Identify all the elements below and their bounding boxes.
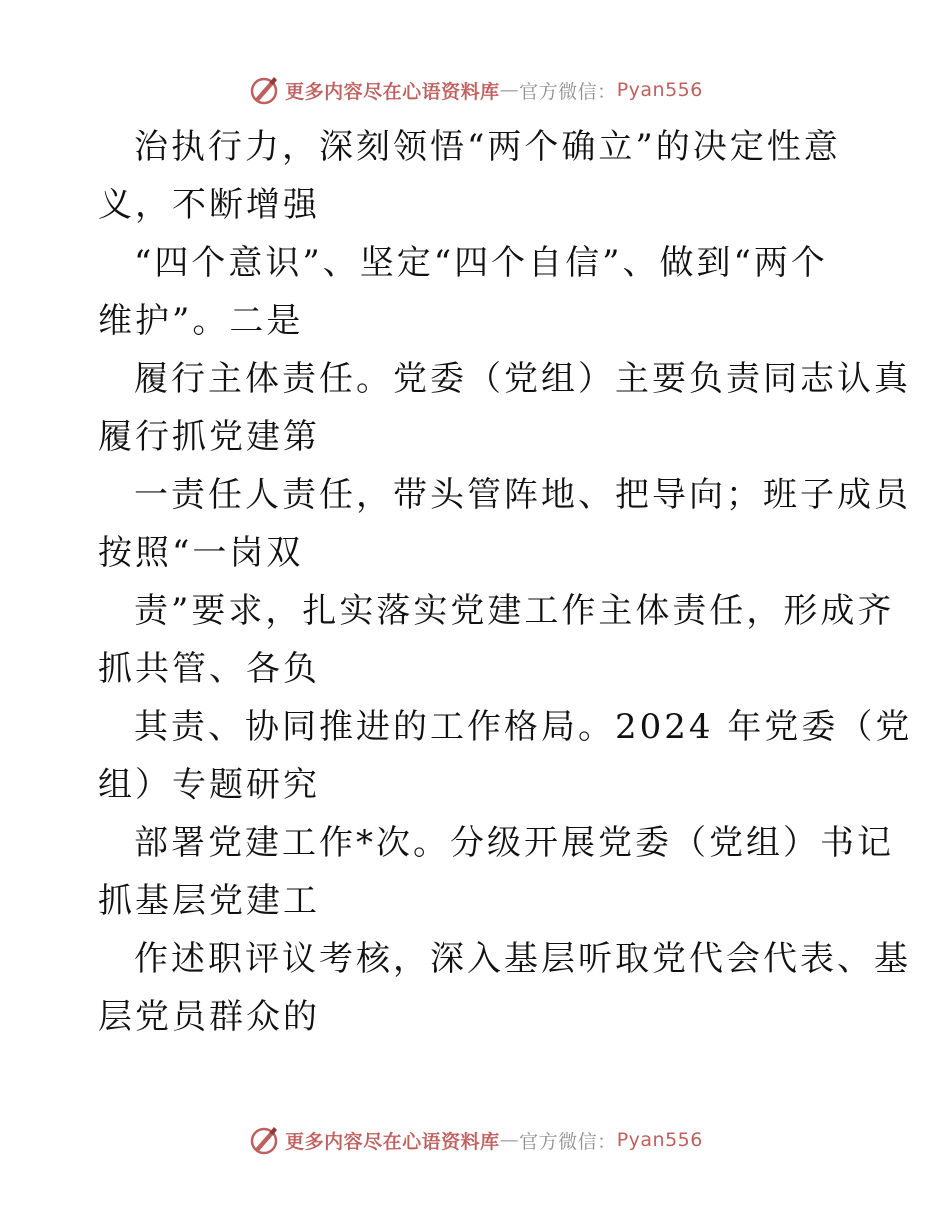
- paragraph-line: 部署党建工作*次。分级开展党委（党组）书记: [134, 823, 894, 863]
- paragraph-line: 组）专题研究: [98, 765, 320, 805]
- paragraph: [98, 698, 913, 814]
- watermark-dash: —: [499, 79, 520, 101]
- paragraph-line: 抓共管、各负: [98, 649, 320, 689]
- watermark-brand: 更多内容尽在心语资料库: [285, 80, 500, 103]
- paragraph: [98, 930, 911, 1046]
- watermark-official-label: 官方微信：: [519, 80, 617, 103]
- paragraph-line: 其责、协同推进的工作格局。2024 年党委（党: [134, 707, 913, 747]
- paragraph-line: 抓基层党建工: [98, 881, 320, 921]
- paragraph-line: “四个意识”、坚定“四个自信”、做到“两个: [134, 243, 828, 283]
- document-body: [98, 118, 913, 1046]
- paragraph-line: 治执行力，深刻领悟“两个确立”的决定性意: [134, 127, 841, 167]
- paragraph-line: 履行抓党建第: [98, 417, 320, 457]
- paragraph: [98, 466, 911, 582]
- paragraph: [98, 814, 894, 930]
- paragraph-line: 作述职评议考核，深入基层听取党代会代表、基: [134, 939, 911, 979]
- brush-pen-logo-icon: [247, 1123, 281, 1157]
- paragraph-line: 责”要求，扎实落实党建工作主体责任，形成齐: [134, 591, 895, 631]
- footer-watermark: [0, 1120, 950, 1160]
- paragraph-line: 义，不断增强: [98, 185, 320, 225]
- brush-pen-logo-icon: [247, 73, 281, 107]
- paragraph-line: 履行主体责任。党委（党组）主要负责同志认真: [134, 359, 911, 399]
- paragraph-line: 层党员群众的: [98, 997, 320, 1037]
- header-watermark: [0, 70, 950, 110]
- watermark-wechat-id: Pyan556: [616, 79, 703, 101]
- watermark-official-label: 官方微信：: [519, 1130, 617, 1153]
- paragraph-line: 维护”。二是: [98, 301, 304, 341]
- paragraph: [98, 118, 858, 234]
- paragraph: [98, 234, 858, 350]
- paragraph: [98, 350, 911, 466]
- paragraph: [98, 582, 895, 698]
- paragraph-line: 按照“一岗双: [98, 533, 304, 573]
- watermark-brand: 更多内容尽在心语资料库: [285, 1130, 500, 1153]
- watermark-wechat-id: Pyan556: [616, 1129, 703, 1151]
- paragraph-line: 一责任人责任，带头管阵地、把导向；班子成员: [134, 475, 911, 515]
- watermark-dash: —: [499, 1129, 520, 1151]
